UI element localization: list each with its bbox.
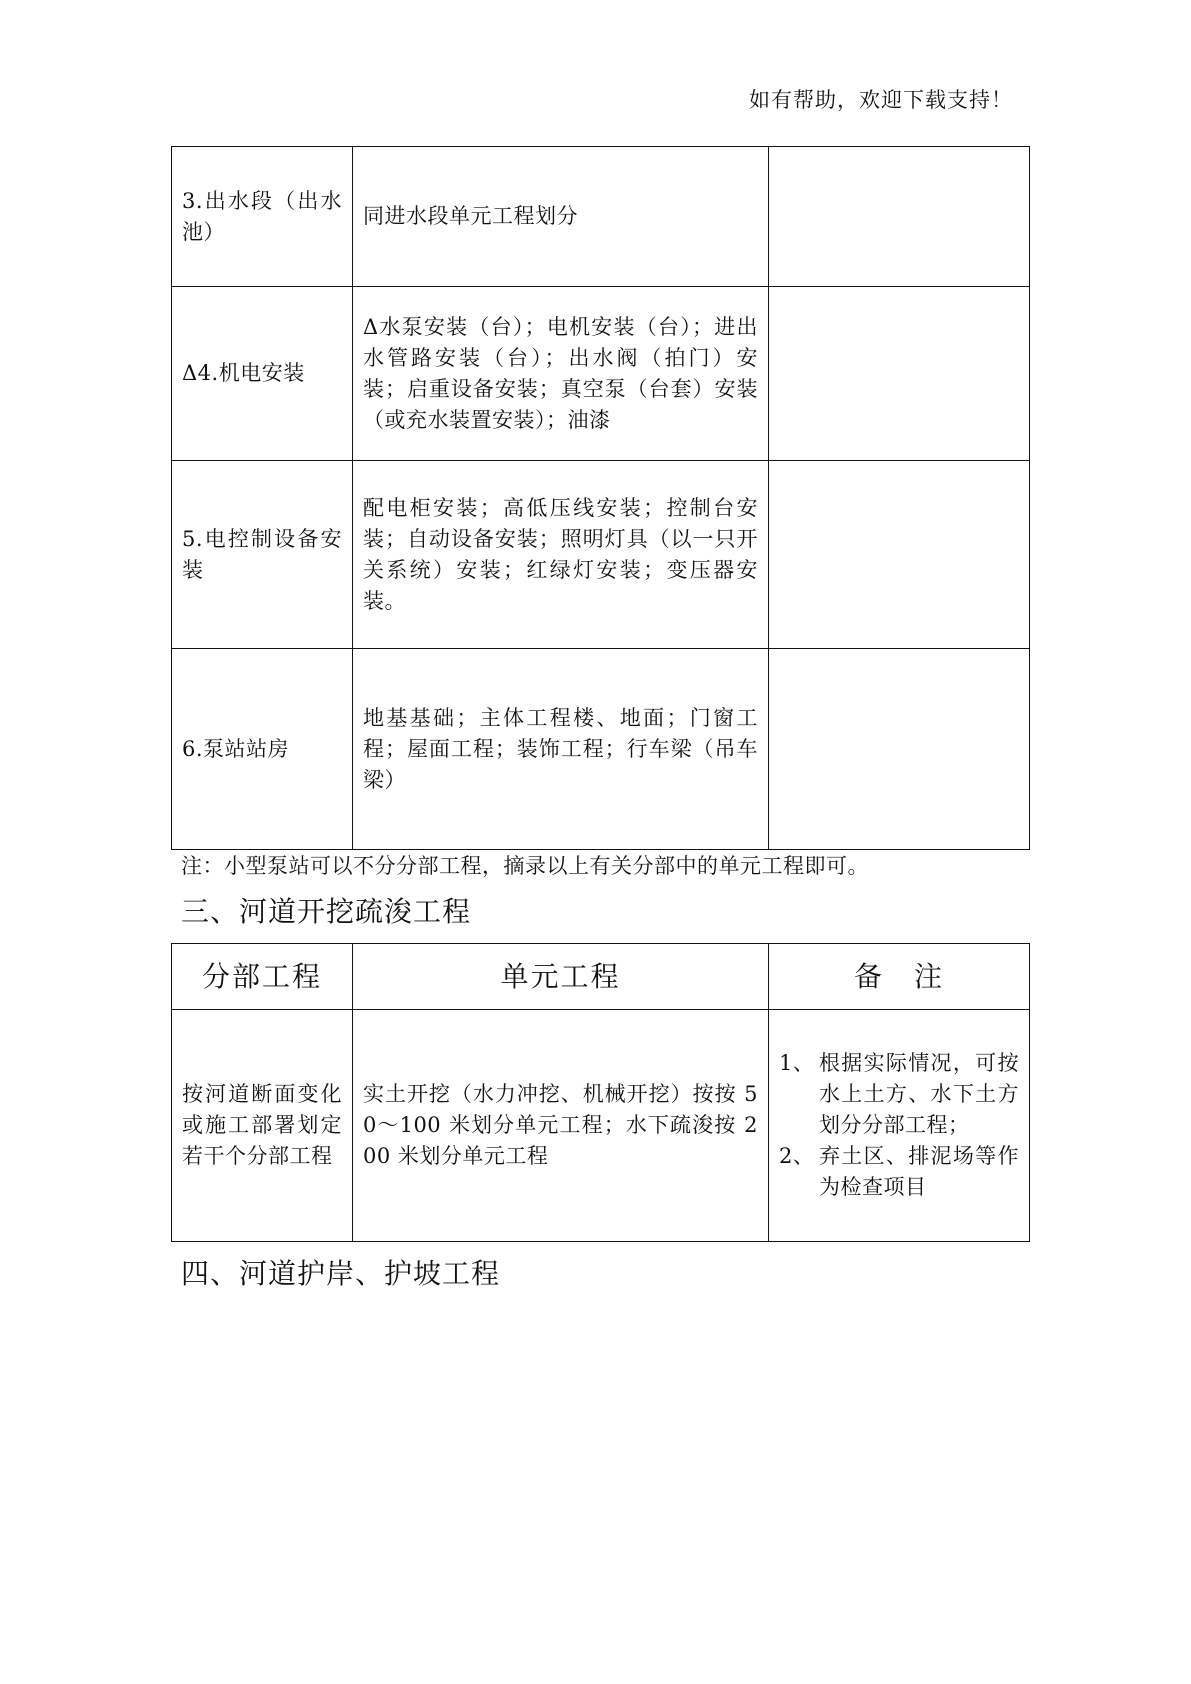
units-cell: Δ水泵安装（台）；电机安装（台）；进出水管路安装（台）；出水阀（拍门）安装；启重设备安装；真空泵（台套）安装（或充水装置安装）；油漆 (353, 287, 769, 461)
part-cell: 3.出水段（出水池） (172, 147, 353, 287)
remark-cell (769, 147, 1030, 287)
table-row (172, 1010, 1030, 1242)
remark-item (779, 1141, 1019, 1203)
remark-number: 1、 (779, 1051, 815, 1075)
part-cell: Δ4.机电安装 (172, 287, 353, 461)
remark-cell (769, 461, 1030, 649)
table-header-row (172, 944, 1030, 1010)
table-row (172, 147, 1030, 287)
header-remark: 备 注 (769, 944, 1030, 1010)
dredging-table (171, 943, 1030, 1242)
remark-item (779, 1048, 1019, 1141)
pump-station-table (171, 146, 1030, 850)
part-cell: 5.电控制设备安装 (172, 461, 353, 649)
part-cell: 按河道断面变化或施工部署划定若干个分部工程 (172, 1010, 353, 1242)
remark-list (779, 1048, 1019, 1203)
part-cell: 6.泵站站房 (172, 649, 353, 850)
units-cell: 同进水段单元工程划分 (353, 147, 769, 287)
table-row (172, 287, 1030, 461)
units-cell: 配电柜安装；高低压线安装；控制台安装；自动设备安装；照明灯具（以一只开关系统）安装；红绿灯安装；变压器安装。 (353, 461, 769, 649)
remark-cell (769, 649, 1030, 850)
units-cell: 地基基础；主体工程楼、地面；门窗工程；屋面工程；装饰工程；行车梁（吊车梁） (353, 649, 769, 850)
table-row (172, 649, 1030, 850)
table-footnote: 注：小型泵站可以不分分部工程，摘录以上有关分部中的单元工程即可。 (181, 854, 869, 878)
header-note: 如有帮助，欢迎下载支持！ (749, 88, 1013, 112)
units-cell: 实土开挖（水力冲挖、机械开挖）按按 50～100 米划分单元工程；水下疏浚按 200 米划分单元工程 (353, 1010, 769, 1242)
header-units: 单元工程 (353, 944, 769, 1010)
remark-cell (769, 1010, 1030, 1242)
header-part: 分部工程 (172, 944, 353, 1010)
remark-number: 2、 (779, 1144, 815, 1168)
remark-cell (769, 287, 1030, 461)
table-row (172, 461, 1030, 649)
remark-text: 根据实际情况，可按水上土方、水下土方划分分部工程； (819, 1051, 1019, 1137)
remark-text: 弃土区、排泥场等作为检查项目 (819, 1144, 1019, 1199)
section-title-revetment: 四、河道护岸、护坡工程 (181, 1257, 501, 1290)
section-title-dredging: 三、河道开挖疏浚工程 (181, 895, 472, 928)
